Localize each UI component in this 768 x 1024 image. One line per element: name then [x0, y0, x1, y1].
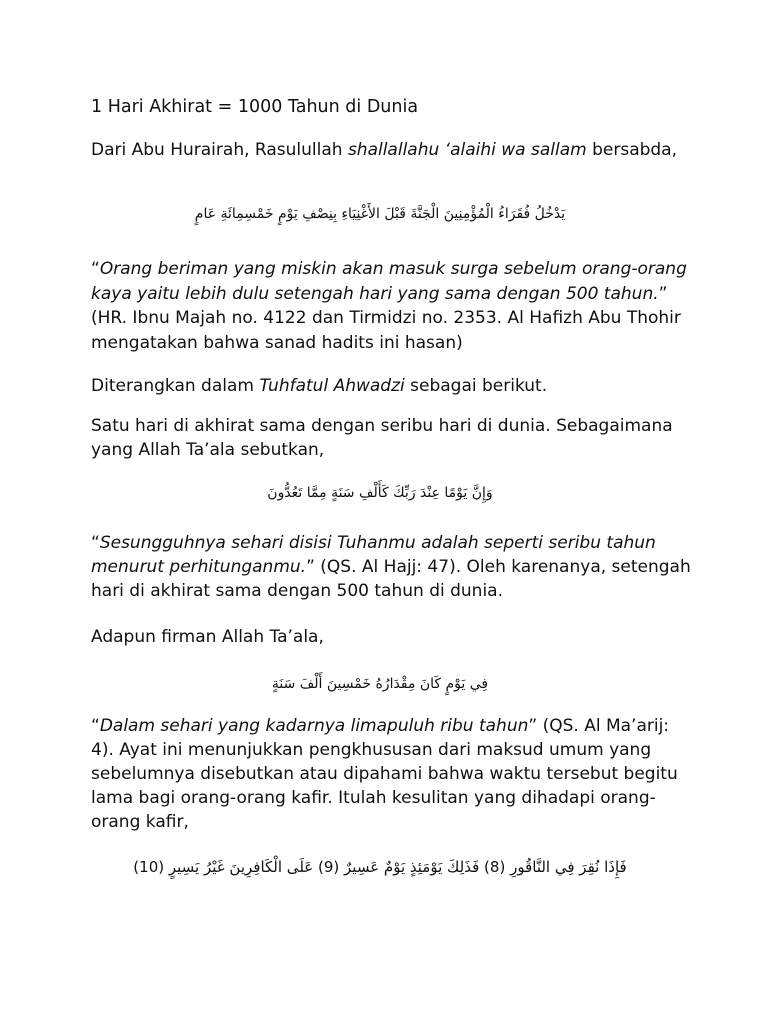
hajj-translation-italic: Sesungguhnya sehari disisi Tuhanmu adalah seperti seribu tahun menurut perhitunganmu.: [91, 533, 656, 577]
explanation-intro: [91, 374, 691, 398]
explanation-text: Diterangkan dalam: [91, 376, 260, 396]
hadith-translation: [91, 257, 691, 355]
arabic-verse-maarij: فِي يَوْمٍ كَانَ مِقْدَارُهُ خَمْسِينَ أَلْفَ سَنَةٍ: [271, 676, 489, 692]
maarij-translation: [91, 714, 691, 834]
hadith-reference: ” (HR. Ibnu Majah no. 4122 dan Tirmidzi no. 2353. Al Hafizh Abu Thohir mengatakan bahwa sanad hadits ini hasan): [91, 283, 681, 353]
hajj-reference: ” (QS. Al Hajj: 47). Oleh karenanya, setengah hari di akhirat sama dengan 500 tahun di dunia.: [91, 557, 691, 601]
day-comparison-paragraph: Satu hari di akhirat sama dengan seribu hari di dunia. Sebagaimana yang Allah Ta’ala sebutkan,: [91, 416, 673, 460]
document-title: 1 Hari Akhirat = 1000 Tahun di Dunia: [91, 97, 419, 117]
maarij-translation-italic: Dalam sehari yang kadarnya limapuluh ribu tahun: [99, 716, 529, 736]
open-quote: “: [91, 716, 100, 736]
arabic-verse-muddaththir: فَإِذَا نُقِرَ فِي النَّاقُورِ (8) فَذَلِكَ يَوْمَئِذٍ يَوْمٌ عَسِيرٌ (9) عَلَى الْكَافِرِينَ غَيْرُ يَسِيرٍ (10): [133, 858, 627, 876]
intro-text: Dari Abu Hurairah, Rasulullah: [91, 140, 348, 160]
book-title: Tuhfatul Ahwadzi: [259, 376, 405, 396]
explanation-text-end: sebagai berikut.: [404, 376, 548, 396]
arabic-verse-hajj: وَإِنَّ يَوْمًا عِنْدَ رَبِّكَ كَأَلْفِ سَنَةٍ مِمَّا تَعُدُّونَ: [267, 485, 493, 501]
arabic-hadith: يَدْخُلُ فُقَرَاءُ الْمُؤْمِنِينَ الْجَنَّةَ قَبْلَ الأَغْنِيَاءِ بِنِصْفِ يَوْمٍ خَمْسِمِائَةِ عَامٍ: [194, 206, 566, 222]
firman-intro: Adapun firman Allah Ta’ala,: [91, 627, 324, 647]
intro-text-end: bersabda,: [586, 140, 678, 160]
hajj-translation: [91, 531, 691, 603]
maarij-reference: ” (QS. Al Ma’arij: 4). Ayat ini menunjukkan pengkhususan dari maksud umum yang sebelumnya disebutkan atau dipahami bahwa waktu tersebut begitu lama bagi orang-orang kafir. Itulah kesulitan yang dihadapi orang-orang kafir,: [91, 716, 678, 832]
honorific-italic: shallallahu ‘alaihi wa sallam: [347, 140, 587, 160]
open-quote: “: [91, 533, 100, 553]
hadith-translation-italic: Orang beriman yang miskin akan masuk surga sebelum orang-orang kaya yaitu lebih dulu setengah hari yang sama dengan 500 tahun.: [91, 259, 687, 304]
open-quote: “: [91, 259, 100, 279]
intro-paragraph: [91, 138, 691, 162]
